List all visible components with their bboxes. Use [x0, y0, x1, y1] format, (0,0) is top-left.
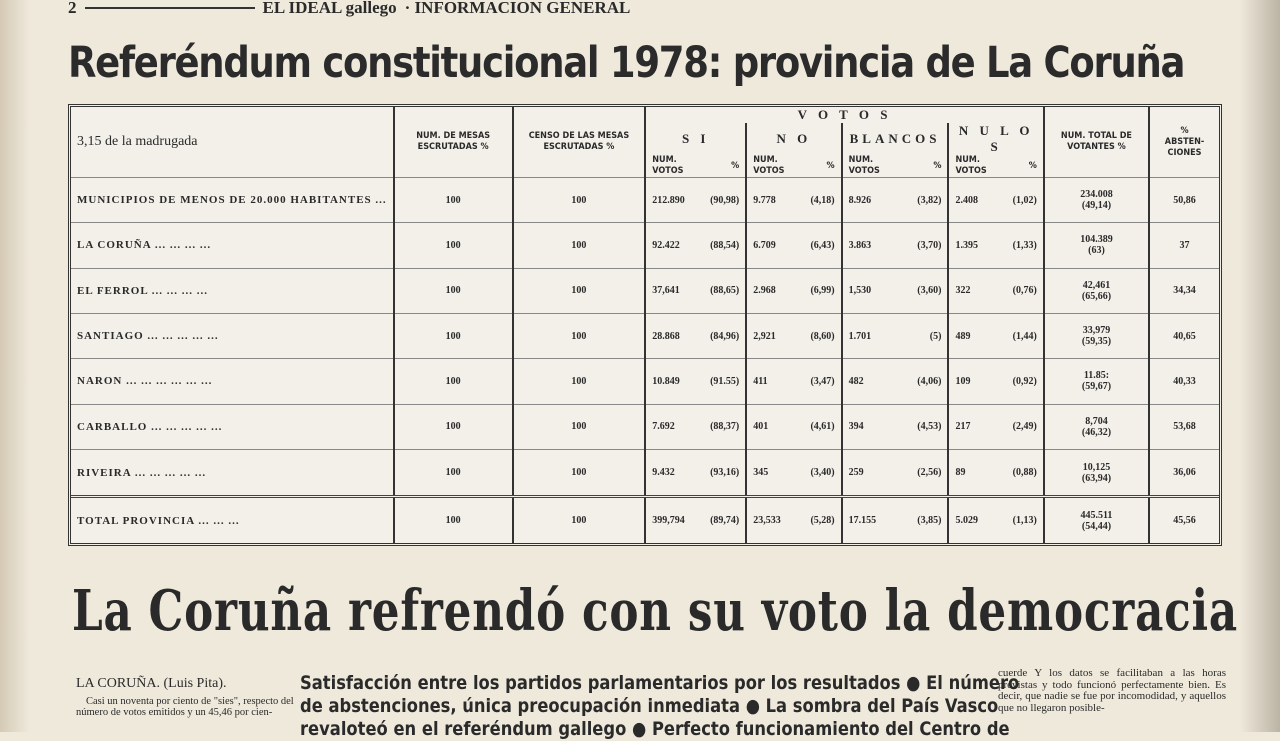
cell-nulos: 1.395: [948, 223, 1006, 268]
cell-si-pct: (93,16): [704, 449, 746, 496]
cell-nulos-pct: (1,13): [1007, 497, 1044, 543]
cell-nulos: 489: [948, 313, 1006, 358]
cell-mesas: 100: [394, 178, 513, 223]
cell-censo: 100: [513, 359, 646, 404]
cell-no-pct: (5,28): [804, 497, 841, 543]
cell-total: 104.389 (63): [1044, 223, 1149, 268]
cell-abstenciones: 36,06: [1149, 449, 1219, 496]
cell-no: 2.968: [746, 268, 804, 313]
cell-si: 37,641: [645, 268, 704, 313]
cell-censo: 100: [513, 178, 646, 223]
cell-censo: 100: [513, 223, 646, 268]
cell-mesas: 100: [394, 404, 513, 449]
cell-name: EL FERROL ... ... ... ...: [71, 268, 394, 313]
header-censo: CENSO DE LAS MESAS ESCRUTADAS %: [513, 107, 646, 178]
cell-total: 11.85: (59,67): [1044, 359, 1149, 404]
header-votos: V O T O S: [645, 107, 1044, 123]
cell-mesas: 100: [394, 268, 513, 313]
cell-blancos-pct: (2,56): [911, 449, 948, 496]
cell-si: 10.849: [645, 359, 704, 404]
subheader-num-votos: NUM. VOTOS: [645, 155, 704, 178]
subheader-pct: %: [1028, 160, 1037, 171]
cell-censo: 100: [513, 404, 646, 449]
article-subhead: [300, 672, 1020, 741]
results-table: [68, 104, 1222, 546]
cell-name: LA CORUÑA ... ... ... ...: [71, 223, 394, 268]
cell-mesas: 100: [394, 497, 513, 543]
header-blancos: BLANCOS: [842, 123, 949, 155]
cell-abstenciones: 34,34: [1149, 268, 1219, 313]
cell-mesas: 100: [394, 223, 513, 268]
cell-si: 9.432: [645, 449, 704, 496]
cell-nulos-pct: (1,44): [1007, 313, 1044, 358]
cell-si-pct: (88,65): [704, 268, 746, 313]
cell-mesas: 100: [394, 313, 513, 358]
subhead-line: de abstenciones, única preocupación inmediata ● La sombra del País Vasco: [300, 695, 999, 717]
cell-blancos-pct: (4,06): [911, 359, 948, 404]
cell-si: 7.692: [645, 404, 704, 449]
cell-no-pct: (4,61): [804, 404, 841, 449]
time-label: 3,15 de la madrugada: [77, 134, 198, 149]
cell-si: 212.890: [645, 178, 704, 223]
subheader-pct: %: [933, 160, 942, 171]
article-body: Casi un noventa por ciento de "sies", respecto del número de votos emitidos y un 45,46 por cien-: [76, 696, 294, 718]
header-abstenciones: % ABSTEN-CIONES: [1149, 107, 1219, 178]
cell-no: 401: [746, 404, 804, 449]
cell-nulos-pct: (1,33): [1007, 223, 1044, 268]
cell-abstenciones: 40,65: [1149, 313, 1219, 358]
header-nulos: N U L O S: [948, 123, 1043, 155]
cell-blancos: 482: [842, 359, 912, 404]
cell-nulos: 217: [948, 404, 1006, 449]
cell-nulos: 2.408: [948, 178, 1006, 223]
cell-si-pct: (91.55): [704, 359, 746, 404]
cell-blancos-pct: (3,60): [911, 268, 948, 313]
cell-nulos: 322: [948, 268, 1006, 313]
dateline: LA CORUÑA. (Luis Pita).: [76, 676, 227, 691]
cell-no: 345: [746, 449, 804, 496]
cell-nulos: 5.029: [948, 497, 1006, 543]
cell-si-pct: (84,96): [704, 313, 746, 358]
cell-blancos: 8.926: [842, 178, 912, 223]
cell-nulos: 109: [948, 359, 1006, 404]
cell-si: 28.868: [645, 313, 704, 358]
cell-total: 234.008 (49,14): [1044, 178, 1149, 223]
cell-name: MUNICIPIOS DE MENOS DE 20.000 HABITANTES ...: [71, 178, 394, 223]
total-row: [71, 497, 1219, 543]
cell-si-pct: (88,54): [704, 223, 746, 268]
cell-nulos-pct: (0,92): [1007, 359, 1044, 404]
table-row: [71, 449, 1219, 496]
cell-no-pct: (3,47): [804, 359, 841, 404]
cell-si: 399,794: [645, 497, 704, 543]
cell-abstenciones: 53,68: [1149, 404, 1219, 449]
cell-no: 2,921: [746, 313, 804, 358]
article-lead: [76, 676, 296, 718]
cell-censo: 100: [513, 313, 646, 358]
cell-abstenciones: 50,86: [1149, 178, 1219, 223]
cell-no: 6.709: [746, 223, 804, 268]
cell-total: 8,704 (46,32): [1044, 404, 1149, 449]
cell-abstenciones: 40,33: [1149, 359, 1219, 404]
folio: [68, 0, 630, 18]
header-total: NUM. TOTAL DE VOTANTES %: [1044, 107, 1149, 178]
cell-si-pct: (89,74): [704, 497, 746, 543]
table-row: [71, 268, 1219, 313]
cell-total: 10,125 (63,94): [1044, 449, 1149, 496]
subhead-line: revaloteó en el referéndum gallego ● Perfecto funcionamiento del Centro de: [300, 718, 1010, 740]
cell-total: 42,461 (65,66): [1044, 268, 1149, 313]
cell-abstenciones: 37: [1149, 223, 1219, 268]
cell-no: 411: [746, 359, 804, 404]
cell-no-pct: (3,40): [804, 449, 841, 496]
cell-nulos-pct: (0,88): [1007, 449, 1044, 496]
cell-censo: 100: [513, 449, 646, 496]
page-shadow-right: [1240, 0, 1280, 732]
section-name: · INFORMACION GENERAL: [404, 0, 631, 17]
cell-no-pct: (4,18): [804, 178, 841, 223]
cell-blancos: 1,530: [842, 268, 912, 313]
cell-mesas: 100: [394, 359, 513, 404]
subheader-num-votos: NUM. VOTOS: [842, 155, 912, 178]
table-row: [71, 223, 1219, 268]
cell-nulos-pct: (2,49): [1007, 404, 1044, 449]
cell-no-pct: (8,60): [804, 313, 841, 358]
cell-blancos: 1.701: [842, 313, 912, 358]
cell-censo: 100: [513, 497, 646, 543]
cell-name: CARBALLO ... ... ... ... ...: [71, 404, 394, 449]
cell-total: 445.511 (54,44): [1044, 497, 1149, 543]
subheader-num-votos: NUM. VOTOS: [746, 155, 804, 178]
cell-blancos-pct: (5): [911, 313, 948, 358]
cell-no-pct: (6,43): [804, 223, 841, 268]
article-column: cuerde Y los datos se facilitaban a las horas previstas y todo funcionó perfectamente bien. Es decir, que nadie se fue por incomodidad, y aquellos que no llegaron posible-: [998, 667, 1226, 714]
subheader-num-votos: NUM. VOTOS: [948, 155, 1006, 178]
cell-name: RIVEIRA ... ... ... ... ...: [71, 449, 394, 496]
cell-name: NARON ... ... ... ... ... ...: [71, 359, 394, 404]
page-shadow-left: [0, 0, 30, 732]
cell-blancos-pct: (3,85): [911, 497, 948, 543]
subheader-pct: %: [731, 160, 740, 171]
cell-blancos-pct: (3,70): [911, 223, 948, 268]
table-row: [71, 359, 1219, 404]
cell-nulos: 89: [948, 449, 1006, 496]
page-headline: Referéndum constitucional 1978: provincia de La Coruña: [68, 38, 1185, 88]
cell-censo: 100: [513, 268, 646, 313]
subheader-pct: %: [826, 160, 835, 171]
cell-blancos: 3.863: [842, 223, 912, 268]
article-headline: La Coruña refrendó con su voto la democracia: [72, 578, 1238, 644]
publication-name: EL IDEAL gallego: [262, 0, 397, 17]
cell-mesas: 100: [394, 449, 513, 496]
cell-no-pct: (6,99): [804, 268, 841, 313]
cell-si: 92.422: [645, 223, 704, 268]
table-row: [71, 313, 1219, 358]
subhead-line: Satisfacción entre los partidos parlamentarios por los resultados ● El número: [300, 672, 1020, 694]
header-mesas: NUM. DE MESAS ESCRUTADAS %: [394, 107, 513, 178]
cell-abstenciones: 45,56: [1149, 497, 1219, 543]
folio-rule: [85, 7, 255, 9]
cell-si-pct: (88,37): [704, 404, 746, 449]
header-no: N O: [746, 123, 841, 155]
cell-blancos-pct: (4,53): [911, 404, 948, 449]
table-body: [71, 178, 1219, 544]
table-row: [71, 178, 1219, 223]
cell-blancos: 259: [842, 449, 912, 496]
cell-total: 33,979 (59,35): [1044, 313, 1149, 358]
cell-blancos-pct: (3,82): [911, 178, 948, 223]
cell-blancos: 17.155: [842, 497, 912, 543]
cell-no: 23,533: [746, 497, 804, 543]
cell-name: TOTAL PROVINCIA ... ... ...: [71, 497, 394, 543]
header-si: S I: [645, 123, 746, 155]
table-row: [71, 404, 1219, 449]
page-number: 2: [68, 0, 77, 17]
cell-nulos-pct: (1,02): [1007, 178, 1044, 223]
cell-name: SANTIAGO ... ... ... ... ...: [71, 313, 394, 358]
cell-si-pct: (90,98): [704, 178, 746, 223]
cell-blancos: 394: [842, 404, 912, 449]
cell-nulos-pct: (0,76): [1007, 268, 1044, 313]
cell-no: 9.778: [746, 178, 804, 223]
